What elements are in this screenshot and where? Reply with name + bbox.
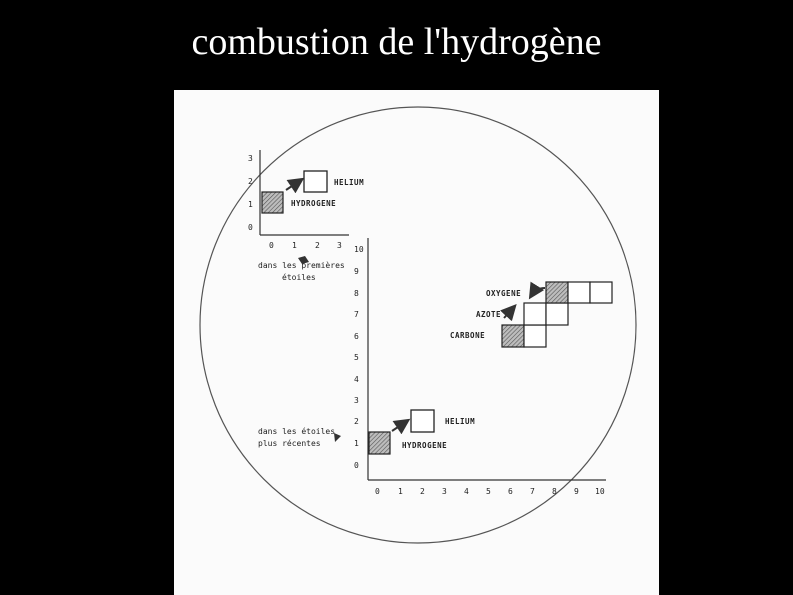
main-x-tick: 1 bbox=[398, 487, 403, 496]
nucleosynthesis-diagram bbox=[174, 90, 659, 595]
top-hydrogen-label: HYDROGENE bbox=[291, 199, 337, 208]
oxygen-neighbor-box-2 bbox=[590, 282, 612, 303]
top-x-tick: 1 bbox=[292, 241, 297, 250]
oxygen-arrow bbox=[531, 288, 545, 296]
main-helium-label: HELIUM bbox=[445, 417, 476, 426]
nitrogen-label: AZOTE bbox=[476, 310, 502, 319]
circle-outline bbox=[200, 107, 636, 543]
main-y-tick: 9 bbox=[354, 267, 359, 276]
main-x-tick: 0 bbox=[375, 487, 380, 496]
top-helium-label: HELIUM bbox=[334, 178, 365, 187]
oxygen-neighbor-box-1 bbox=[568, 282, 590, 303]
top-y-tick: 3 bbox=[248, 154, 253, 163]
oxygen-box bbox=[546, 282, 568, 303]
main-y-tick: 3 bbox=[354, 396, 359, 405]
top-hydrogen-box bbox=[262, 192, 283, 213]
main-x-tick: 5 bbox=[486, 487, 491, 496]
top-x-tick: 2 bbox=[315, 241, 320, 250]
main-y-tick: 6 bbox=[354, 332, 359, 341]
top-y-tick: 2 bbox=[248, 177, 253, 186]
top-y-tick: 1 bbox=[248, 200, 253, 209]
oxygen-label: OXYGENE bbox=[486, 289, 522, 298]
top-x-tick: 0 bbox=[269, 241, 274, 250]
main-x-tick: 2 bbox=[420, 487, 425, 496]
main-x-tick: 8 bbox=[552, 487, 557, 496]
main-x-tick: 9 bbox=[574, 487, 579, 496]
main-x-tick: 7 bbox=[530, 487, 535, 496]
main-y-tick: 2 bbox=[354, 417, 359, 426]
top-y-tick: 0 bbox=[248, 223, 253, 232]
main-y-tick: 8 bbox=[354, 289, 359, 298]
main-fusion-arrow bbox=[392, 421, 407, 431]
nitrogen-box-left bbox=[524, 303, 546, 325]
main-caption-line2: plus récentes bbox=[258, 439, 321, 448]
nitrogen-arrow bbox=[504, 307, 514, 318]
main-x-tick: 3 bbox=[442, 487, 447, 496]
carbon-box bbox=[502, 325, 524, 347]
main-y-tick: 10 bbox=[354, 245, 364, 254]
main-y-tick: 4 bbox=[354, 375, 359, 384]
main-x-tick: 6 bbox=[508, 487, 513, 496]
top-x-tick: 3 bbox=[337, 241, 342, 250]
top-caption-line1: dans les premières bbox=[258, 261, 345, 270]
main-y-tick: 1 bbox=[354, 439, 359, 448]
main-caption-line1: dans les étoiles bbox=[258, 427, 336, 436]
main-y-tick: 0 bbox=[354, 461, 359, 470]
main-y-tick: 5 bbox=[354, 353, 359, 362]
carbon-label: CARBONE bbox=[450, 331, 486, 340]
main-hydrogen-label: HYDROGENE bbox=[402, 441, 448, 450]
nitrogen-box-right bbox=[546, 303, 568, 325]
top-helium-box bbox=[304, 171, 327, 192]
main-hydrogen-box bbox=[369, 432, 390, 454]
top-caption-line2: étoiles bbox=[282, 273, 316, 282]
scanned-figure bbox=[174, 90, 659, 595]
top-fusion-arrow bbox=[286, 180, 301, 190]
carbon-neighbor-box bbox=[524, 325, 546, 347]
main-x-tick: 10 bbox=[595, 487, 605, 496]
main-y-tick: 7 bbox=[354, 310, 359, 319]
main-helium-box bbox=[411, 410, 434, 432]
main-x-tick: 4 bbox=[464, 487, 469, 496]
slide-title: combustion de l'hydrogène bbox=[191, 21, 602, 63]
